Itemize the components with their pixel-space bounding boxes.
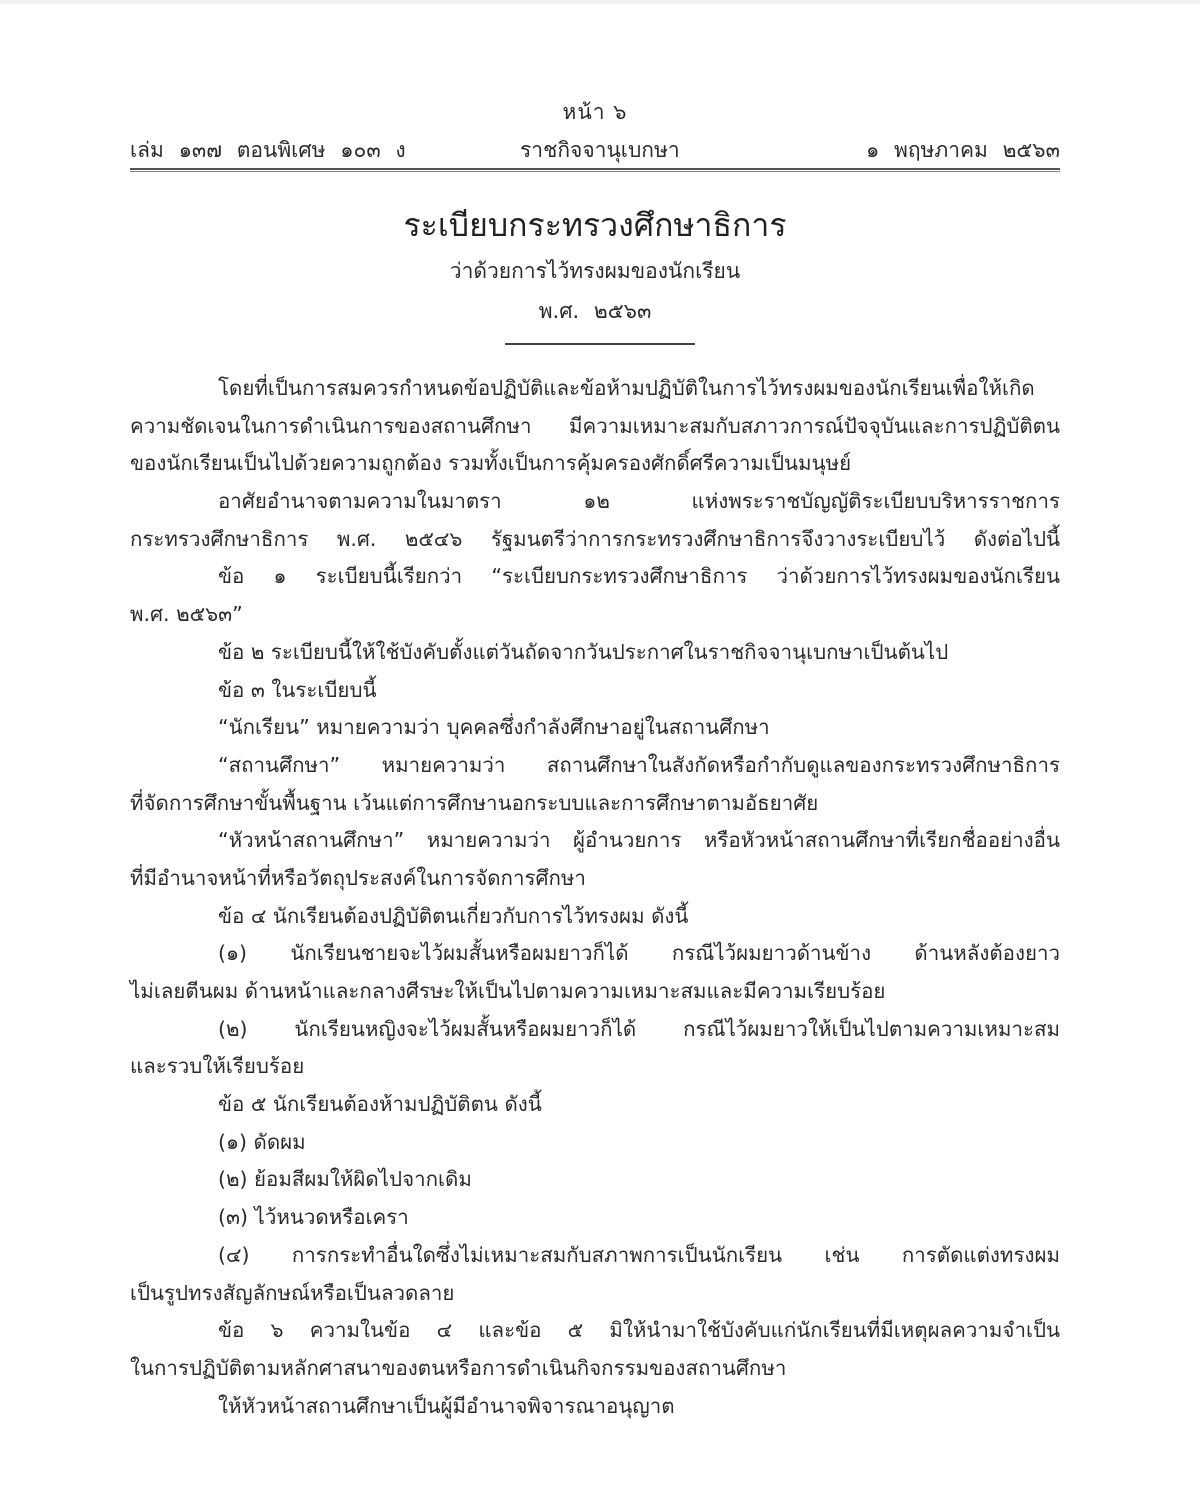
definition-school-head: “หัวหน้าสถานศึกษา” หมายความว่า ผู้อำนวยการ หรือหัวหน้าสถานศึกษาที่เรียกชื่ออย่างอื่น <box>218 828 1060 853</box>
document-body <box>130 370 1060 1425</box>
publication-name: ราชกิจจานุเบกษา <box>520 138 680 162</box>
clause-5-item-1: (๑) ดัดผม <box>218 1129 306 1154</box>
page-number: หน้า ๖ <box>562 100 628 124</box>
document-subtitle: ว่าด้วยการไว้ทรงผมของนักเรียน <box>449 259 741 283</box>
clause-5-item-3: (๓) ไว้หนวดหรือเครา <box>218 1205 409 1230</box>
body-line: โดยที่เป็นการสมควรกำหนดข้อปฏิบัติและข้อห้ามปฏิบัติในการไว้ทรงผมของนักเรียนเพื่อให้เกิด <box>218 376 1035 400</box>
top-edge <box>0 0 1200 4</box>
clause-4: ข้อ ๔ นักเรียนต้องปฏิบัติตนเกี่ยวกับการไว้ทรงผม ดังนี้ <box>218 903 689 928</box>
body-line: ให้หัวหน้าสถานศึกษาเป็นผู้มีอำนาจพิจารณาอนุญาต <box>218 1393 675 1418</box>
clause-4-item-1: (๑) นักเรียนชายจะไว้ผมสั้นหรือผมยาวก็ได้ กรณีไว้ผมยาวด้านข้าง ด้านหลังต้องยาว <box>218 941 1060 966</box>
publication-date: ๑ พฤษภาคม ๒๕๖๓ <box>865 138 1060 162</box>
clause-2: ข้อ ๒ ระเบียบนี้ให้ใช้บังคับตั้งแต่วันถัดจากวันประกาศในราชกิจจานุเบกษาเป็นต้นไป <box>218 639 949 664</box>
body-line: ไม่เลยตีนผม ด้านหน้าและกลางศีรษะให้เป็นไปตามความเหมาะสมและมีความเรียบร้อย <box>130 979 886 1003</box>
body-line: ที่มีอำนาจหน้าที่หรือวัตถุประสงค์ในการจัดการศึกษา <box>130 865 586 890</box>
definition-school: “สถานศึกษา” หมายความว่า สถานศึกษาในสังกัดหรือกำกับดูแลของกระทรวงศึกษาธิการ <box>218 752 1060 777</box>
header-divider <box>130 168 1060 172</box>
clause-5: ข้อ ๕ นักเรียนต้องห้ามปฏิบัติตน ดังนี้ <box>218 1092 542 1117</box>
body-line: กระทรวงศึกษาธิการ พ.ศ. ๒๕๔๖ รัฐมนตรีว่าการกระทรวงศึกษาธิการจึงวางระเบียบไว้ ดังต่อไปนี้ <box>130 526 1060 551</box>
body-line: อาศัยอำนาจตามความในมาตรา ๑๒ แห่งพระราชบัญญัติระเบียบบริหารราชการ <box>218 489 1060 514</box>
definition-student: “นักเรียน” หมายความว่า บุคคลซึ่งกำลังศึกษาอยู่ในสถานศึกษา <box>218 715 770 740</box>
body-line: และรวบให้เรียบร้อย <box>130 1054 305 1079</box>
clause-5-item-4: (๔) การกระทำอื่นใดซึ่งไม่เหมาะสมกับสภาพการเป็นนักเรียน เช่น การตัดแต่งทรงผม <box>218 1242 1060 1267</box>
body-line: พ.ศ. ๒๕๖๓” <box>130 602 243 627</box>
clause-1: ข้อ ๑ ระเบียบนี้เรียกว่า “ระเบียบกระทรวงศึกษาธิการ ว่าด้วยการไว้ทรงผมของนักเรียน <box>218 564 1060 589</box>
volume-info: เล่ม ๑๓๗ ตอนพิเศษ ๑๐๓ ง <box>130 138 406 162</box>
clause-5-item-2: (๒) ย้อมสีผมให้ผิดไปจากเดิม <box>218 1167 472 1192</box>
gazette-header <box>130 134 1060 164</box>
clause-4-item-2: (๒) นักเรียนหญิงจะไว้ผมสั้นหรือผมยาวก็ได้ กรณีไว้ผมยาวให้เป็นไปตามความเหมาะสม <box>218 1016 1060 1041</box>
body-line: ในการปฏิบัติตามหลักศาสนาของตนหรือการดำเนินกิจกรรมของสถานศึกษา <box>130 1355 787 1380</box>
title-divider <box>505 343 695 345</box>
body-line: ที่จัดการศึกษาขั้นพื้นฐาน เว้นแต่การศึกษานอกระบบและการศึกษาตามอัธยาศัย <box>130 790 819 815</box>
clause-3: ข้อ ๓ ในระเบียบนี้ <box>218 677 377 702</box>
document-year: พ.ศ. ๒๕๖๓ <box>538 299 652 323</box>
document-title: ระเบียบกระทรวงศึกษาธิการ <box>403 206 787 244</box>
clause-6: ข้อ ๖ ความในข้อ ๔ และข้อ ๕ มิให้นำมาใช้บังคับแก่นักเรียนที่มีเหตุผลความจำเป็น <box>218 1318 1060 1343</box>
body-line: เป็นรูปทรงสัญลักษณ์หรือเป็นลวดลาย <box>130 1280 455 1305</box>
body-line: ของนักเรียนเป็นไปด้วยความถูกต้อง รวมทั้งเป็นการคุ้มครองศักดิ์ศรีความเป็นมนุษย์ <box>130 451 852 476</box>
body-line: ความชัดเจนในการดำเนินการของสถานศึกษา มีความเหมาะสมกับสภาวการณ์ปัจจุบันและการปฏิบัติตน <box>130 413 1060 438</box>
